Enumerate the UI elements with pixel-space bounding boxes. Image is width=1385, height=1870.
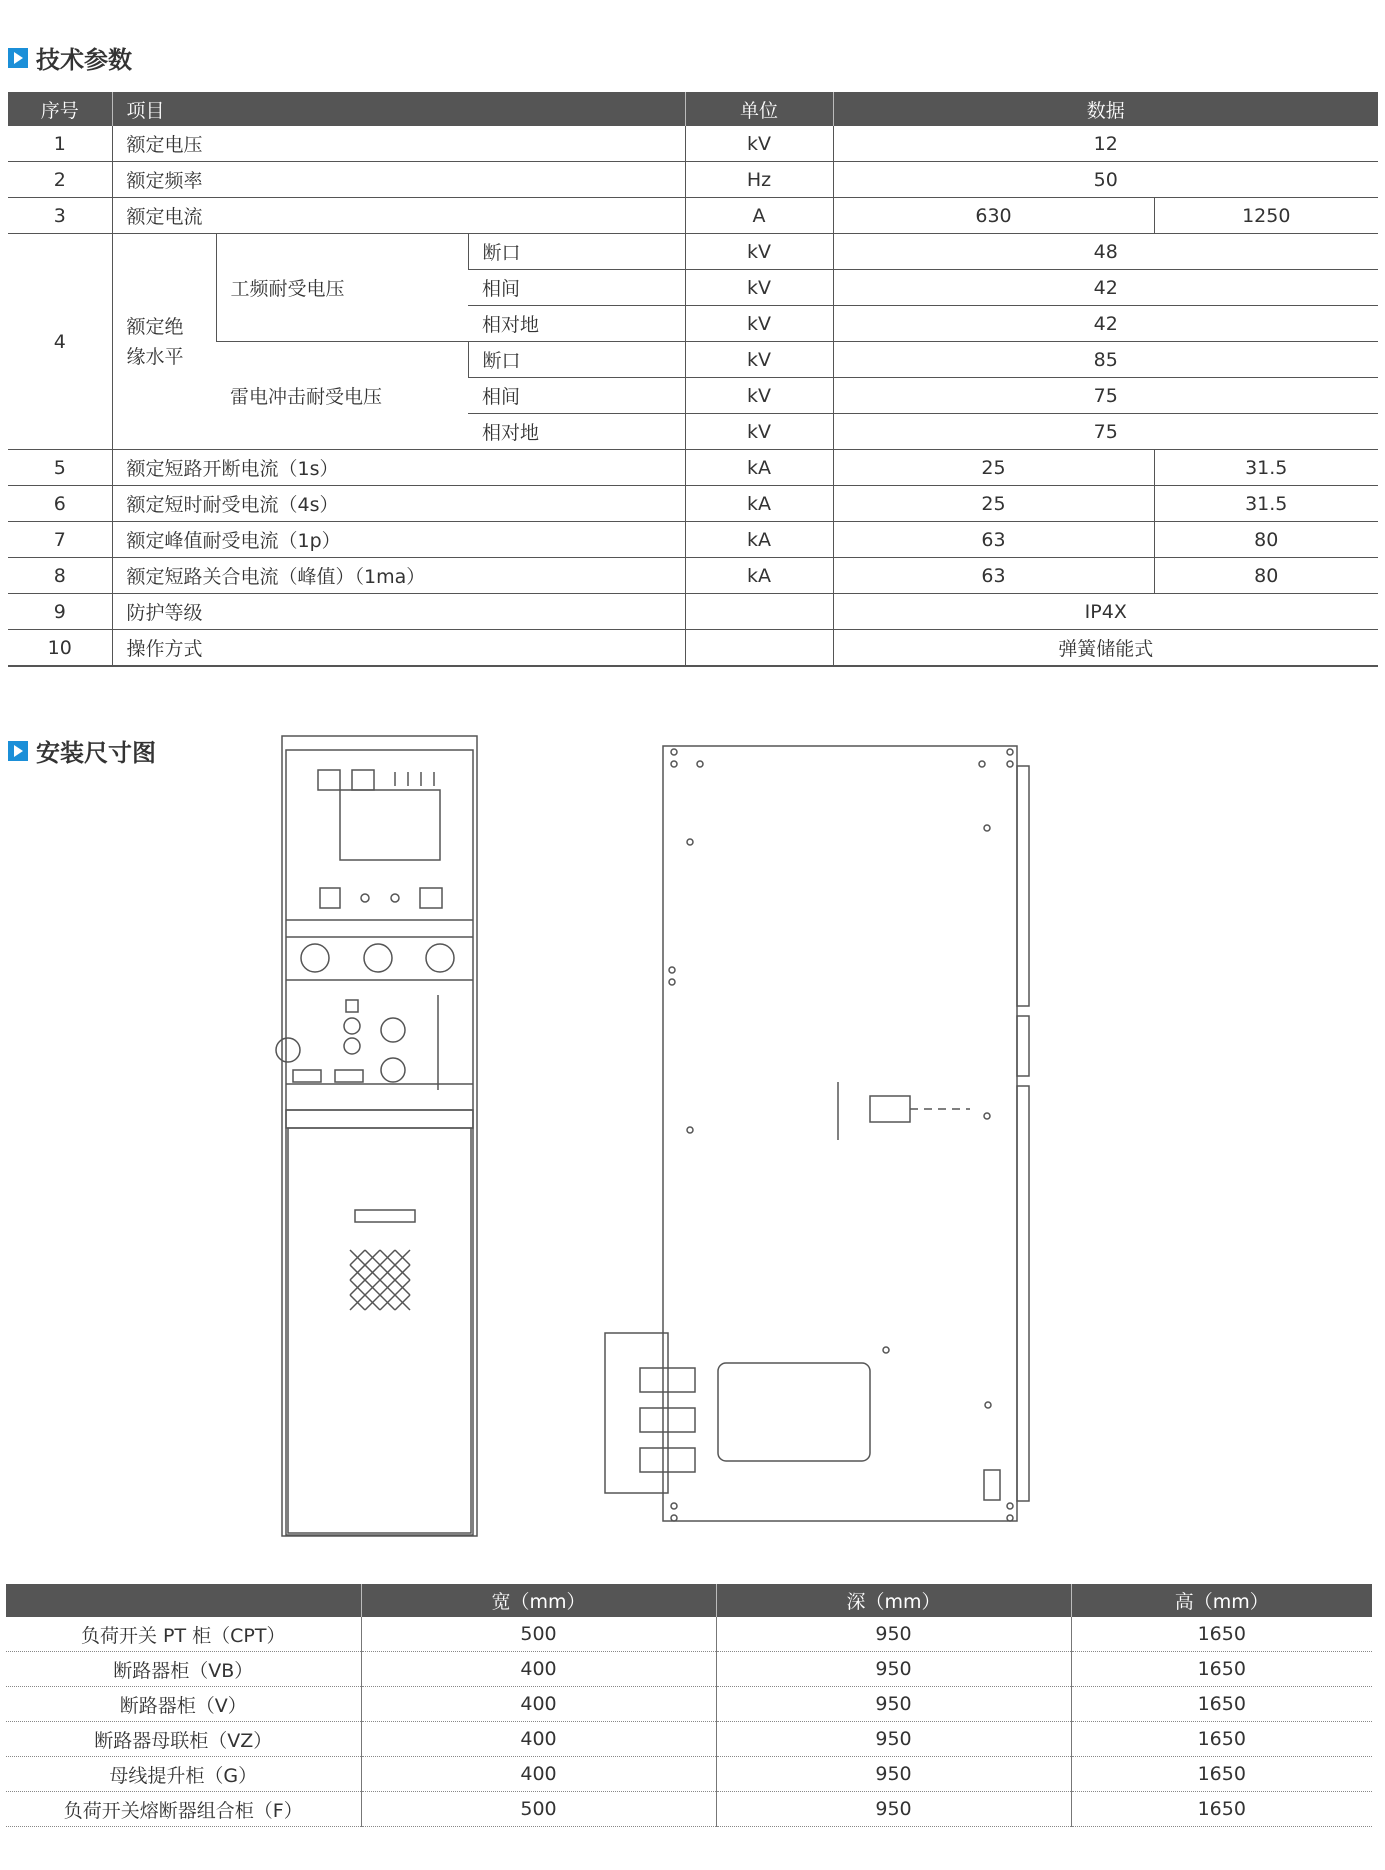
cabinet-height: 1650	[1071, 1617, 1372, 1652]
table-row	[6, 1652, 1372, 1687]
row-no: 8	[8, 558, 112, 594]
row-unit: kV	[685, 414, 833, 450]
insulation-group: 工频耐受电压	[216, 234, 468, 342]
table-row	[6, 1617, 1372, 1652]
cabinet-name: 断路器母联柜（VZ）	[6, 1722, 361, 1757]
cabinet-depth: 950	[716, 1792, 1071, 1827]
table-row	[8, 450, 1378, 486]
row-unit: A	[685, 198, 833, 234]
header-depth: 深（mm）	[716, 1584, 1071, 1617]
cabinet-depth: 950	[716, 1652, 1071, 1687]
row-unit	[685, 594, 833, 630]
side-view	[605, 746, 1029, 1521]
table-row	[6, 1792, 1372, 1827]
row-value-2: 31.5	[1154, 450, 1378, 486]
cabinet-name: 断路器柜（V）	[6, 1687, 361, 1722]
row-value: 42	[833, 306, 1378, 342]
row-value: 12	[833, 126, 1378, 162]
cabinet-height: 1650	[1071, 1757, 1372, 1792]
row-no: 4	[8, 234, 112, 450]
row-item: 额定电流	[112, 198, 685, 234]
row-item: 额定电压	[112, 126, 685, 162]
row-item: 额定频率	[112, 162, 685, 198]
table-row	[6, 1757, 1372, 1792]
row-value: 50	[833, 162, 1378, 198]
dims-table	[6, 1584, 1372, 1827]
header-cabinet	[6, 1584, 361, 1617]
row-value-1: 63	[833, 522, 1154, 558]
row-unit: kA	[685, 558, 833, 594]
triangle-marker-icon	[8, 741, 28, 761]
cabinet-name: 负荷开关 PT 柜（CPT）	[6, 1617, 361, 1652]
cabinet-depth: 950	[716, 1722, 1071, 1757]
row-value-2: 31.5	[1154, 486, 1378, 522]
row-value: 42	[833, 270, 1378, 306]
table-row	[8, 486, 1378, 522]
cabinet-width: 400	[361, 1687, 716, 1722]
row-item: 额定峰值耐受电流（1p）	[112, 522, 685, 558]
row-no: 5	[8, 450, 112, 486]
row-unit: kV	[685, 270, 833, 306]
row-item: 额定短路开断电流（1s）	[112, 450, 685, 486]
spec-header-row	[8, 92, 1378, 126]
row-value-1: 630	[833, 198, 1154, 234]
section-title-tech-params	[8, 40, 132, 75]
insulation-item-line1: 额定绝	[126, 315, 184, 338]
dims-header-row	[6, 1584, 1372, 1617]
row-item: 额定短时耐受电流（4s）	[112, 486, 685, 522]
cabinet-height: 1650	[1071, 1722, 1372, 1757]
row-value: 48	[833, 234, 1378, 270]
row-value: IP4X	[833, 594, 1378, 630]
row-item: 额定短路关合电流（峰值）（1ma）	[112, 558, 685, 594]
cabinet-depth: 950	[716, 1757, 1071, 1792]
row-no: 2	[8, 162, 112, 198]
row-value-2: 80	[1154, 558, 1378, 594]
insulation-sub: 相对地	[468, 414, 685, 450]
triangle-marker-icon	[8, 48, 28, 68]
row-no: 3	[8, 198, 112, 234]
row-unit: kA	[685, 450, 833, 486]
cabinet-depth: 950	[716, 1617, 1071, 1652]
spec-table	[8, 92, 1378, 667]
row-value: 85	[833, 342, 1378, 378]
header-item: 项目	[112, 92, 685, 126]
front-view	[276, 736, 477, 1536]
insulation-group: 雷电冲击耐受电压	[216, 342, 468, 450]
row-value-2: 1250	[1154, 198, 1378, 234]
cabinet-name: 负荷开关熔断器组合柜（F）	[6, 1792, 361, 1827]
header-unit: 单位	[685, 92, 833, 126]
insulation-sub: 相间	[468, 270, 685, 306]
row-unit: kV	[685, 126, 833, 162]
table-row	[8, 234, 1378, 270]
table-row	[8, 558, 1378, 594]
row-unit: kV	[685, 234, 833, 270]
insulation-sub: 相间	[468, 378, 685, 414]
insulation-item	[112, 234, 216, 450]
row-unit: kV	[685, 342, 833, 378]
cabinet-name: 母线提升柜（G）	[6, 1757, 361, 1792]
header-data: 数据	[833, 92, 1378, 126]
header-width: 宽（mm）	[361, 1584, 716, 1617]
insulation-sub: 断口	[468, 342, 685, 378]
row-no: 1	[8, 126, 112, 162]
table-row	[8, 594, 1378, 630]
row-value: 75	[833, 378, 1378, 414]
row-no: 9	[8, 594, 112, 630]
row-no: 7	[8, 522, 112, 558]
cabinet-height: 1650	[1071, 1792, 1372, 1827]
table-row	[6, 1687, 1372, 1722]
row-value-1: 63	[833, 558, 1154, 594]
cabinet-depth: 950	[716, 1687, 1071, 1722]
row-value: 弹簧储能式	[833, 630, 1378, 667]
table-row	[8, 630, 1378, 667]
section-title-label: 技术参数	[36, 46, 132, 74]
insulation-item-line2: 缘水平	[126, 345, 184, 368]
row-value: 75	[833, 414, 1378, 450]
cabinet-width: 400	[361, 1757, 716, 1792]
cabinet-width: 400	[361, 1652, 716, 1687]
section-title-label: 安装尺寸图	[36, 739, 156, 767]
cabinet-width: 500	[361, 1792, 716, 1827]
insulation-sub: 断口	[468, 234, 685, 270]
insulation-sub: 相对地	[468, 306, 685, 342]
cabinet-drawing	[270, 730, 1120, 1550]
header-no: 序号	[8, 92, 112, 126]
row-value-1: 25	[833, 486, 1154, 522]
cabinet-name: 断路器柜（VB）	[6, 1652, 361, 1687]
table-row	[6, 1722, 1372, 1757]
table-row	[8, 126, 1378, 162]
row-value-1: 25	[833, 450, 1154, 486]
row-unit: kA	[685, 486, 833, 522]
row-unit: kA	[685, 522, 833, 558]
ventilation-grille	[350, 1250, 410, 1310]
table-row	[8, 162, 1378, 198]
row-no: 6	[8, 486, 112, 522]
section-title-install-dims	[8, 733, 156, 768]
row-item: 操作方式	[112, 630, 685, 667]
row-unit: Hz	[685, 162, 833, 198]
row-unit: kV	[685, 306, 833, 342]
row-no: 10	[8, 630, 112, 667]
row-item: 防护等级	[112, 594, 685, 630]
header-height: 高（mm）	[1071, 1584, 1372, 1617]
cabinet-height: 1650	[1071, 1687, 1372, 1722]
cabinet-height: 1650	[1071, 1652, 1372, 1687]
row-unit	[685, 630, 833, 667]
cabinet-width: 500	[361, 1617, 716, 1652]
row-value-2: 80	[1154, 522, 1378, 558]
cabinet-width: 400	[361, 1722, 716, 1757]
row-unit: kV	[685, 378, 833, 414]
table-row	[8, 522, 1378, 558]
table-row	[8, 198, 1378, 234]
